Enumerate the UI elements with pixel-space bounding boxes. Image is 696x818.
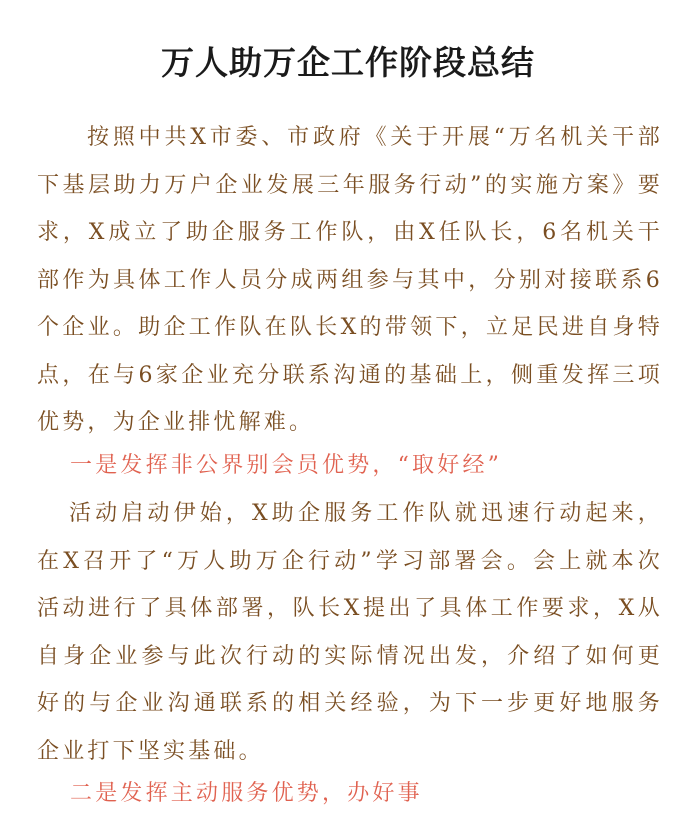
section-heading-2: 二是发挥主动服务优势，办好事: [70, 781, 423, 806]
page-title: 万人助万企工作阶段总结: [161, 43, 535, 82]
section-heading-1: 一是发挥非公界别会员优势，“取好经”: [70, 453, 503, 478]
paragraph-section-1: 活动启动伊始，X助企服务工作队就迅速行动起来，在X召开了“万人助万企行动”学习部署会。会上就本次活动进行了具体部署，队长X提出了具体工作要求，X从自身企业参与此次行动的实际情况出发，介绍了如何更好的与企业沟通联系的相关经验，为下一步更好地服务企业打下坚实基础。: [37, 501, 663, 764]
paragraph-intro: 按照中共X市委、市政府《关于开展“万名机关干部下基层助力万户企业发展三年服务行动”的实施方案》要求，X成立了助企服务工作队，由X任队长，6名机关干部作为具体工作人员分成两组参与其中，分别对接联系6个企业。助企工作队在队长X的带领下，立足民进自身特点，在与6家企业充分联系沟通的基础上，侧重发挥三项优势，为企业排忧解难。: [37, 125, 663, 435]
